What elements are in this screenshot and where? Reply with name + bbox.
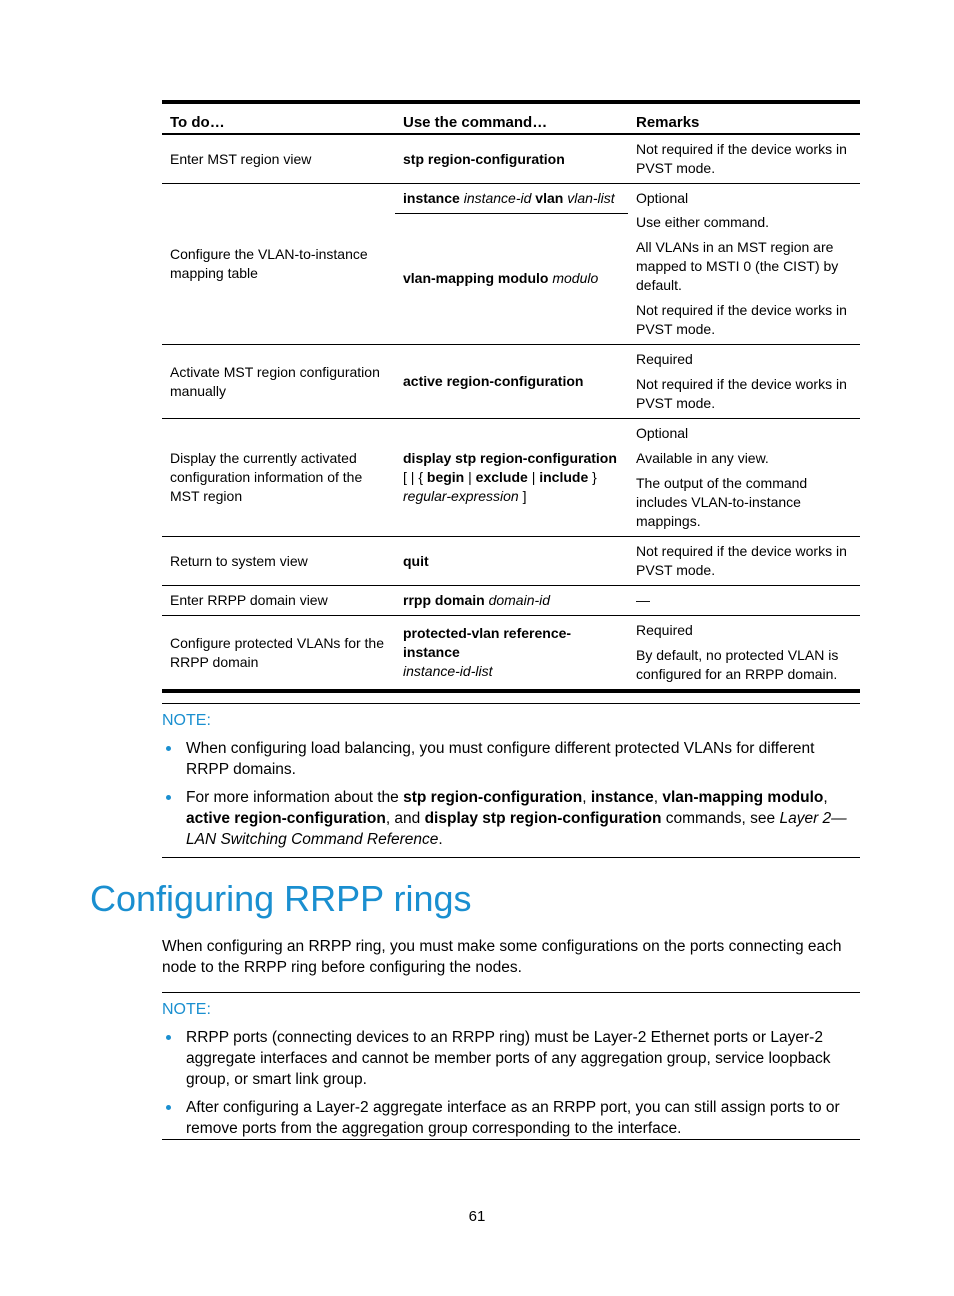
note-list bbox=[162, 738, 860, 850]
bullet-icon bbox=[166, 746, 171, 751]
command-keyword: display stp region-configuration bbox=[403, 450, 617, 466]
table-row bbox=[162, 586, 860, 616]
remarks-cell bbox=[628, 134, 860, 184]
note-box bbox=[162, 703, 860, 858]
command-cell bbox=[395, 419, 628, 537]
todo-cell: Activate MST region configuration manually bbox=[162, 345, 395, 419]
remarks-cell bbox=[628, 537, 860, 586]
table-row bbox=[162, 134, 860, 184]
intro-paragraph: When configuring an RRPP ring, you must make some configurations on the ports connecting each node to the RRPP ring before configuring the nodes. bbox=[162, 938, 842, 976]
command-syntax: | bbox=[468, 469, 472, 485]
command-keyword: vlan-mapping modulo bbox=[662, 789, 824, 806]
command-cell bbox=[395, 184, 628, 214]
command-argument: modulo bbox=[552, 270, 599, 287]
header-todo: To do… bbox=[170, 114, 225, 131]
note-text: , bbox=[823, 789, 828, 806]
remark-text: Optional bbox=[636, 190, 689, 206]
command-cell bbox=[395, 134, 628, 184]
remark-text: Not required if the device works in PVST mode. bbox=[636, 141, 847, 176]
remark-text: Available in any view. bbox=[636, 450, 769, 466]
command-argument: regular-expression bbox=[403, 488, 519, 504]
todo-cell: Display the currently activated configuration information of the MST region bbox=[162, 419, 395, 537]
note-item bbox=[162, 738, 860, 780]
note-item bbox=[162, 787, 860, 850]
page-number: 61 bbox=[468, 1208, 486, 1225]
command-keyword: vlan bbox=[535, 189, 564, 206]
remark-text: Not required if the device works in PVST mode. bbox=[636, 302, 847, 337]
command-keyword: vlan-mapping modulo bbox=[403, 270, 549, 287]
table-row bbox=[162, 345, 860, 419]
command-keyword: stp region-configuration bbox=[403, 150, 565, 167]
note-item bbox=[162, 1097, 860, 1139]
todo-cell: Enter RRPP domain view bbox=[162, 586, 395, 616]
remarks-cell bbox=[628, 586, 860, 616]
remark-text: Optional bbox=[636, 425, 689, 441]
todo-cell: Return to system view bbox=[162, 537, 395, 586]
command-table bbox=[162, 100, 860, 693]
bullet-icon bbox=[166, 1105, 171, 1110]
table-row bbox=[162, 537, 860, 586]
table-header-row bbox=[162, 102, 860, 134]
remark-text: Not required if the device works in PVST mode. bbox=[636, 543, 847, 578]
command-keyword: quit bbox=[403, 552, 429, 569]
command-keyword: include bbox=[539, 469, 589, 485]
command-keyword: instance bbox=[403, 189, 460, 206]
note-text: For more information about the bbox=[186, 789, 404, 806]
remark-text: All VLANs in an MST region are mapped to MSTI 0 (the CIST) by default. bbox=[636, 239, 839, 293]
table-row bbox=[162, 184, 860, 214]
note-text: , bbox=[653, 789, 663, 806]
remark-text: By default, no protected VLAN is configured for an RRPP domain. bbox=[636, 647, 839, 682]
command-argument: instance-id bbox=[463, 189, 532, 206]
remarks-cell bbox=[628, 184, 860, 214]
command-keyword: begin bbox=[426, 469, 465, 485]
remarks-cell bbox=[628, 213, 860, 345]
command-argument: instance-id-list bbox=[403, 663, 493, 679]
table-row bbox=[162, 419, 860, 537]
command-cell bbox=[395, 616, 628, 692]
command-keyword: stp region-configuration bbox=[403, 789, 583, 806]
command-keyword: instance bbox=[590, 789, 654, 806]
todo-cell: Enter MST region view bbox=[162, 134, 395, 184]
table-row bbox=[162, 616, 860, 692]
note-text: . bbox=[438, 831, 443, 848]
command-syntax: } bbox=[592, 469, 597, 485]
command-keyword: protected-vlan reference-instance bbox=[403, 625, 572, 660]
command-syntax: { bbox=[418, 469, 423, 485]
header-remarks: Remarks bbox=[636, 114, 700, 131]
note-label: NOTE: bbox=[162, 712, 211, 729]
remarks-cell bbox=[628, 419, 860, 537]
note-text: After configuring a Layer-2 aggregate interface as an RRPP port, you can still assign ports to or remove ports from the aggregation group corresponding to the interface. bbox=[186, 1099, 840, 1137]
reference-title: Layer 2—LAN Switching Command Reference bbox=[186, 810, 847, 848]
command-keyword: rrpp domain bbox=[403, 592, 485, 608]
remark-text: The output of the command includes VLAN-to-instance mappings. bbox=[636, 475, 808, 529]
note-item bbox=[162, 1027, 860, 1090]
remark-text: Required bbox=[636, 622, 693, 638]
command-cell bbox=[395, 345, 628, 419]
command-keyword: exclude bbox=[475, 469, 528, 485]
command-cell bbox=[395, 213, 628, 345]
command-syntax: | bbox=[531, 469, 536, 485]
note-list bbox=[162, 1027, 860, 1139]
note-box bbox=[162, 992, 860, 1140]
todo-cell: Configure the VLAN-to-instance mapping table bbox=[162, 184, 395, 345]
command-keyword: display stp region-configuration bbox=[424, 810, 662, 827]
note-text: When configuring load balancing, you must configure different protected VLANs for different RRPP domains. bbox=[186, 740, 815, 778]
note-text: , and bbox=[385, 810, 425, 827]
command-cell bbox=[395, 537, 628, 586]
remark-text: Use either command. bbox=[636, 214, 770, 230]
remarks-cell bbox=[628, 616, 860, 692]
note-text: commands, see bbox=[661, 810, 780, 827]
todo-cell: Configure protected VLANs for the RRPP domain bbox=[162, 616, 395, 692]
remarks-cell bbox=[628, 345, 860, 419]
note-label: NOTE: bbox=[162, 1001, 211, 1018]
command-keyword: active region-configuration bbox=[403, 373, 584, 389]
command-cell bbox=[395, 586, 628, 616]
section-heading: Configuring RRPP rings bbox=[90, 878, 472, 919]
command-argument: vlan-list bbox=[567, 189, 615, 206]
remark-text: — bbox=[636, 592, 650, 608]
command-keyword: active region-configuration bbox=[186, 810, 386, 827]
command-syntax: [ | bbox=[403, 469, 415, 485]
note-text: , bbox=[582, 789, 591, 806]
remark-text: Required bbox=[636, 351, 693, 367]
note-text: RRPP ports (connecting devices to an RRPP ring) must be Layer-2 Ethernet ports or Layer-2 aggregate interfaces and cannot be member ports of any aggregation group, service loopback group, or smart link group. bbox=[186, 1029, 831, 1088]
header-command: Use the command… bbox=[403, 114, 548, 131]
command-syntax: ] bbox=[522, 488, 527, 504]
command-argument: domain-id bbox=[488, 592, 551, 608]
remark-text: Not required if the device works in PVST mode. bbox=[636, 376, 847, 411]
bullet-icon bbox=[166, 795, 171, 800]
bullet-icon bbox=[166, 1035, 171, 1040]
